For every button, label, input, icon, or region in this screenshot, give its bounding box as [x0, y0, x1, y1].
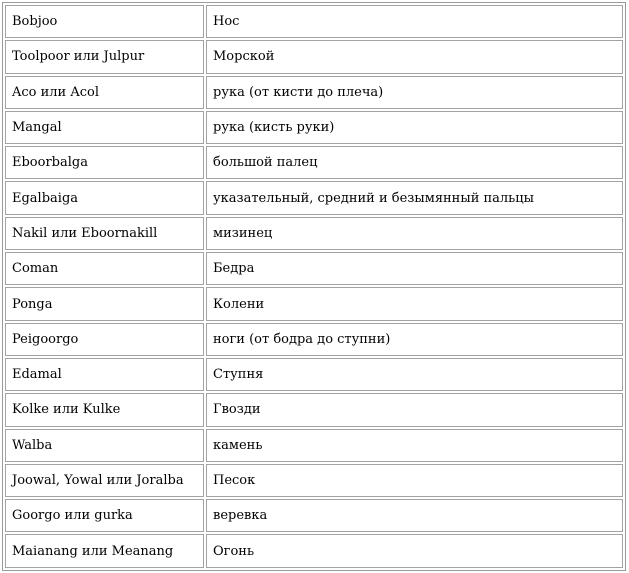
table-row: [5, 111, 623, 144]
meaning-cell: большой палец: [206, 146, 623, 179]
meaning-cell: указательный, средний и безымянный пальцы: [206, 181, 623, 214]
table-row: [5, 393, 623, 426]
meaning-cell: рука (от кисти до плеча): [206, 76, 623, 109]
meaning-cell: Песок: [206, 464, 623, 497]
term-cell: Walba: [5, 429, 204, 462]
term-cell: Aco или Acol: [5, 76, 204, 109]
table-row: [5, 76, 623, 109]
meaning-cell: камень: [206, 429, 623, 462]
word-list-body: [5, 5, 623, 568]
term-cell: Egalbaiga: [5, 181, 204, 214]
word-list-table: [2, 2, 626, 571]
meaning-cell: Ступня: [206, 358, 623, 391]
meaning-cell: Морской: [206, 40, 623, 73]
table-row: [5, 534, 623, 567]
table-row: [5, 181, 623, 214]
term-cell: Kolke или Kulke: [5, 393, 204, 426]
term-cell: Nakil или Eboornakill: [5, 217, 204, 250]
meaning-cell: Гвозди: [206, 393, 623, 426]
table-row: [5, 323, 623, 356]
term-cell: Joowal, Yowal или Joralba: [5, 464, 204, 497]
term-cell: Edamal: [5, 358, 204, 391]
table-row: [5, 40, 623, 73]
meaning-cell: рука (кисть руки): [206, 111, 623, 144]
meaning-cell: Нос: [206, 5, 623, 38]
table-row: [5, 287, 623, 320]
term-cell: Coman: [5, 252, 204, 285]
term-cell: Peigoorgo: [5, 323, 204, 356]
term-cell: Goorgo или gurka: [5, 499, 204, 532]
table-row: [5, 464, 623, 497]
meaning-cell: Огонь: [206, 534, 623, 567]
meaning-cell: мизинец: [206, 217, 623, 250]
table-row: [5, 429, 623, 462]
table-row: [5, 358, 623, 391]
table-row: [5, 5, 623, 38]
table-row: [5, 146, 623, 179]
term-cell: Maianang или Meanang: [5, 534, 204, 567]
table-row: [5, 499, 623, 532]
meaning-cell: веревка: [206, 499, 623, 532]
meaning-cell: ноги (от бодра до ступни): [206, 323, 623, 356]
meaning-cell: Бедра: [206, 252, 623, 285]
term-cell: Toolpoor или Julpur: [5, 40, 204, 73]
table-row: [5, 252, 623, 285]
term-cell: Eboorbalga: [5, 146, 204, 179]
term-cell: Bobjoo: [5, 5, 204, 38]
term-cell: Mangal: [5, 111, 204, 144]
term-cell: Ponga: [5, 287, 204, 320]
meaning-cell: Колени: [206, 287, 623, 320]
table-row: [5, 217, 623, 250]
